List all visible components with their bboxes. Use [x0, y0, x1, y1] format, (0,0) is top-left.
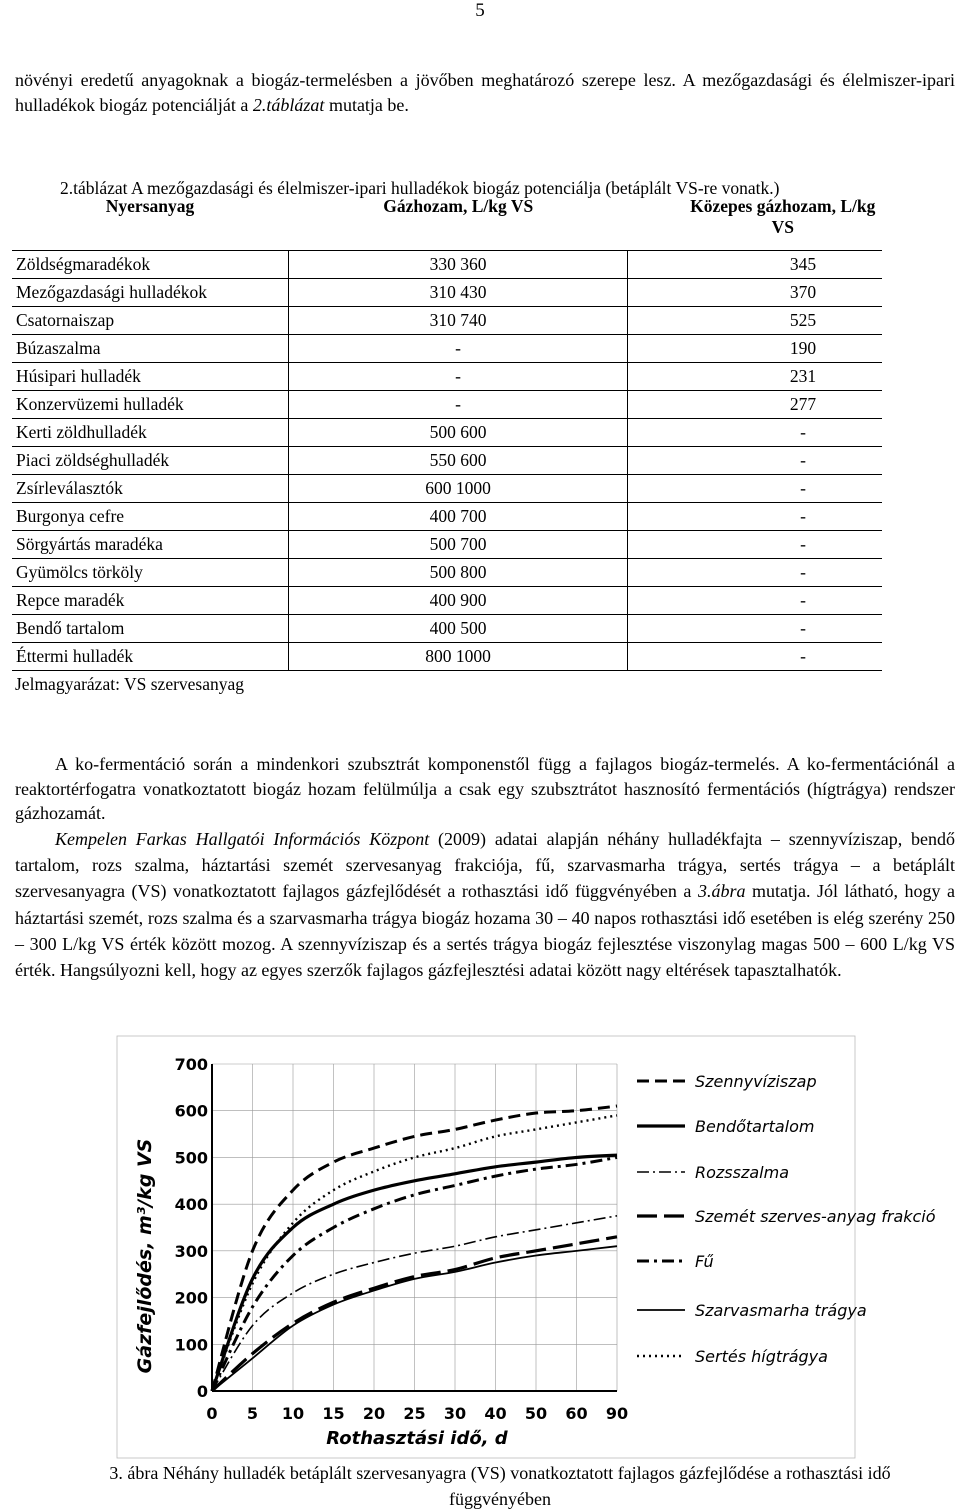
cell-nyersanyag: Húsipari hulladék	[12, 363, 289, 391]
legend-label: Szemét szerves-anyag frakció	[695, 1207, 936, 1226]
cell-gazhozam: 550 600	[289, 447, 628, 475]
paragraph-part1: (2009) adatai alapján néhány hulladékfajta – szennyvíziszap, bendő tartalom, rozs szalma, háztartási szemét szervesanyag frakciója, fű, szarvasmarha trágya, sertés trágya – a betáplált szervesanyagra (VS) vonatkoztatott fajlagos gázfejlődését a rothasztási idő függvényében a	[15, 829, 955, 902]
x-tick-label: 5	[246, 1404, 259, 1423]
x-tick-label: 10	[281, 1404, 305, 1423]
cell-nyersanyag: Zöldségmaradékok	[12, 251, 289, 279]
page-number: 5	[475, 0, 485, 21]
legend-label: Szarvasmarha trágya	[695, 1301, 867, 1320]
cell-kozepes-gazhozam: -	[628, 531, 883, 559]
cell-gazhozam: 400 500	[289, 615, 628, 643]
table-row	[12, 531, 882, 559]
cell-kozepes-gazhozam: 525	[628, 307, 883, 335]
table-row	[12, 615, 882, 643]
y-axis-label: Gázfejlődés, m³/kg VS	[134, 1138, 156, 1374]
cell-kozepes-gazhozam: 345	[628, 251, 883, 279]
y-tick-label: 100	[174, 1335, 208, 1355]
paragraph-part2: mutatja. Jól látható, hogy a háztartási szemét, rozs szalma és a szarvasmarha trágya biogáz hozama 30 – 40 napos rothasztási idő esetében is elég szerény 250 – 300 L/kg VS érték között mozog. A szennyvíziszap és a sertés trágya biogáz fejlesztése viszonylag magas 500 – 600 L/kg VS érték. Hangsúlyozni kell, hogy az egyes szerzők fajlagos gázfejlesztési adatai között nagy eltérések tapasztalhatók.	[15, 881, 956, 981]
cell-gazhozam: 600 1000	[289, 475, 628, 503]
x-axis-label: Rothasztási idő, d	[326, 1428, 508, 1449]
cell-nyersanyag: Sörgyártás maradéka	[12, 531, 289, 559]
figure-frame	[117, 1036, 855, 1458]
y-tick-label: 400	[174, 1195, 208, 1215]
legend-label: Sertés hígtrágya	[695, 1347, 828, 1366]
table-row	[12, 363, 882, 391]
figure-reference: 3.ábra	[697, 881, 746, 902]
cell-nyersanyag: Gyümölcs törköly	[12, 559, 289, 587]
x-tick-label: 25	[403, 1404, 426, 1423]
cell-gazhozam: -	[289, 363, 628, 391]
cell-kozepes-gazhozam: 277	[628, 391, 883, 419]
table-row	[12, 503, 882, 531]
cell-gazhozam: 500 700	[289, 531, 628, 559]
cell-kozepes-gazhozam: -	[628, 447, 883, 475]
intro-text: növényi eredetű anyagoknak a biogáz-termelésben a jövőben meghatározó szerepe lesz. A mezőgazdasági és élelmiszer-ipari hulladékok biogáz potenciálját a	[15, 70, 955, 115]
cell-nyersanyag: Burgonya cefre	[12, 503, 289, 531]
cell-gazhozam: 310 740	[289, 307, 628, 335]
cell-kozepes-gazhozam: -	[628, 419, 883, 447]
table-row	[12, 643, 882, 671]
y-tick-label: 700	[174, 1055, 208, 1074]
paragraph-kempelen	[15, 826, 955, 983]
cell-kozepes-gazhozam: 190	[628, 335, 883, 363]
table-header-row	[12, 192, 882, 251]
figure-caption: 3. ábra Néhány hulladék betáplált szervesanyagra (VS) vonatkoztatott fajlagos gázfejlődése a rothasztási idő függvényében	[109, 1463, 891, 1509]
paragraph-kofermentacio: A ko-fermentáció során a mindenkori szubsztrát komponenstől függ a fajlagos biogáz-termelés. A ko-fermentációnál a reaktortérfogatra vonatkoztatott biogáz hozam felülmúlja a csak egy szubsztrátot hasznosító fermentációs (hígtrágya) rendszer gázhozamát.	[15, 754, 955, 823]
cell-nyersanyag: Csatornaiszap	[12, 307, 289, 335]
x-tick-label: 50	[524, 1404, 548, 1423]
cell-kozepes-gazhozam: 370	[628, 279, 883, 307]
x-tick-label: 60	[565, 1404, 588, 1423]
source-name: Kempelen Farkas Hallgatói Információs Központ	[55, 829, 430, 849]
table-row	[12, 475, 882, 503]
x-tick-label: 30	[443, 1404, 467, 1423]
cell-nyersanyag: Búzaszalma	[12, 335, 289, 363]
cell-kozepes-gazhozam: -	[628, 615, 883, 643]
table-row	[12, 251, 882, 279]
x-tick-label: 40	[484, 1404, 507, 1423]
cell-gazhozam: 800 1000	[289, 643, 628, 671]
cell-gazhozam: 500 800	[289, 559, 628, 587]
cell-gazhozam: -	[289, 391, 628, 419]
cell-nyersanyag: Kerti zöldhulladék	[12, 419, 289, 447]
table-row	[12, 335, 882, 363]
cell-nyersanyag: Repce maradék	[12, 587, 289, 615]
legend-label: Rozsszalma	[695, 1163, 790, 1182]
cell-kozepes-gazhozam: -	[628, 559, 883, 587]
y-tick-label: 200	[174, 1288, 208, 1308]
cell-kozepes-gazhozam: -	[628, 587, 883, 615]
cell-nyersanyag: Konzervüzemi hulladék	[12, 391, 289, 419]
legend-label: Szennyvíziszap	[695, 1072, 817, 1091]
table-row	[12, 391, 882, 419]
cell-kozepes-gazhozam: 231	[628, 363, 883, 391]
table-reference: 2.táblázat	[252, 94, 325, 115]
x-tick-label: 90	[605, 1404, 629, 1423]
table-row	[12, 307, 882, 335]
header-gazhozam: Gázhozam, L/kg VS	[289, 192, 628, 251]
gas-production-chart	[117, 1036, 936, 1458]
biogas-potential-table	[12, 192, 882, 671]
table-caption: 2.táblázat A mezőgazdasági és élelmiszer-ipari hulladékok biogáz potenciálja (betáplált VS-re vonatk.)	[60, 178, 780, 198]
table-row	[12, 419, 882, 447]
gas-production-figure	[117, 1036, 936, 1458]
cell-gazhozam: 500 600	[289, 419, 628, 447]
cell-kozepes-gazhozam: -	[628, 503, 883, 531]
header-nyersanyag: Nyersanyag	[12, 192, 289, 251]
y-tick-label: 0	[196, 1382, 208, 1401]
intro-tail: mutatja be.	[324, 94, 409, 115]
cell-gazhozam: -	[289, 335, 628, 363]
y-tick-label: 600	[174, 1101, 208, 1121]
cell-kozepes-gazhozam: -	[628, 643, 883, 671]
cell-gazhozam: 400 700	[289, 503, 628, 531]
cell-gazhozam: 310 430	[289, 279, 628, 307]
intro-paragraph	[15, 68, 955, 117]
cell-nyersanyag: Mezőgazdasági hulladékok	[12, 279, 289, 307]
cell-nyersanyag: Bendő tartalom	[12, 615, 289, 643]
y-tick-label: 300	[174, 1241, 208, 1261]
table-row	[12, 559, 882, 587]
table-legend-note: Jelmagyarázat: VS szervesanyag	[15, 674, 245, 694]
cell-kozepes-gazhozam: -	[628, 475, 883, 503]
legend-label: Fű	[695, 1252, 714, 1271]
cell-nyersanyag: Zsírleválasztók	[12, 475, 289, 503]
cell-gazhozam: 400 900	[289, 587, 628, 615]
header-kozepes-gazhozam: Közepes gázhozam, L/kg VS	[628, 192, 883, 251]
cell-nyersanyag: Éttermi hulladék	[12, 643, 289, 671]
cell-nyersanyag: Piaci zöldséghulladék	[12, 447, 289, 475]
x-tick-label: 0	[206, 1404, 218, 1423]
y-tick-label: 500	[174, 1148, 208, 1168]
cell-gazhozam: 330 360	[289, 251, 628, 279]
table-row	[12, 447, 882, 475]
legend-label: Bendőtartalom	[695, 1117, 815, 1136]
table-row	[12, 279, 882, 307]
x-tick-label: 15	[322, 1404, 345, 1423]
x-tick-label: 20	[362, 1404, 386, 1423]
table-row	[12, 587, 882, 615]
